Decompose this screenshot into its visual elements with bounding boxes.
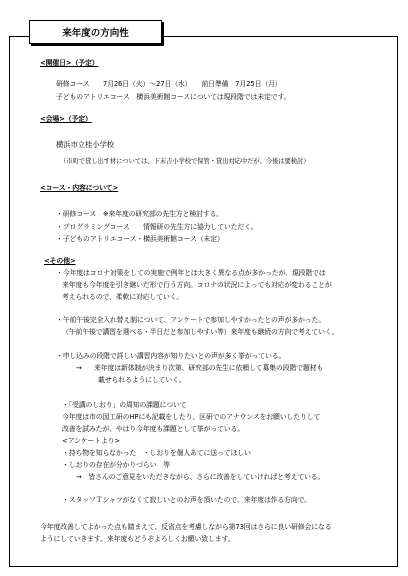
arrow-icon: → <box>76 364 82 372</box>
other-p5: ・スタッフＴシャツがなくて寂しいとのお声を頂いたので、来年度は作る方向で。 <box>62 496 311 504</box>
course-item: ・子どものアトリエコース・横浜美術館コース（未定） <box>56 235 224 243</box>
other-p1-line: 来年度も今年度を引き継いだ形で行う方向。コロナの状況によっても対応が変わることが <box>62 281 332 289</box>
other-p2-line: （午前午後で講習を選べる・半日だと参加しやすい等）来年度も継続の方向で考えていく。 <box>62 328 339 336</box>
other-p4-line: <アンケートより> <box>62 437 121 445</box>
other-p1-line: ・今年度はコロナ対策をしての実施で例年とは大きく異なる点が多かったが、現段階では <box>56 269 326 277</box>
other-p3-line: → 来年度は新体制が決まり次第、研究部の先生に依頼して募集の段階で題材も <box>76 364 324 372</box>
other-p3-line: 載せられるようにしていく。 <box>98 376 186 384</box>
courses-heading: <コース・内容について> <box>40 184 119 192</box>
closing-line: ようにしていきます。来年度もどうぞよろしくお願い致します。 <box>40 535 235 543</box>
venue-name: 横浜市立桂小学校 <box>56 140 114 149</box>
other-p4-line: 改善を試みたが、やはり今年度も課題として挙がっている。 <box>62 425 244 433</box>
other-p4-line: 今年度は市の図工研のHPにも記載をしたり、区研でのアナウンスをお願いしたりして <box>62 413 321 421</box>
other-heading: <その他> <box>44 257 76 265</box>
page-title: 来年度の方向性 <box>29 20 162 44</box>
schedule-line-1: 研修コース 7月26日（火）～27日（水） 前日準備 7月25日（月） <box>56 80 282 88</box>
schedule-line-2: 子どものアトリエコース 横浜美術館コースについては現段階では未定です。 <box>56 93 291 101</box>
closing-line: 今年度改善してよかった点も踏まえて、反省点を考慮しながら第73回はさらに良い研修会になる <box>40 523 332 531</box>
other-p4-line: ・持ち物を知らなかった ・しおりを個人あてに送ってほしい <box>62 449 251 457</box>
other-p4-line: ・「受講のしおり」の周知の課題について <box>62 401 187 409</box>
other-p4-arrow-line: → 皆さんのご意見をいただきながら、さらに改善をしていければと考えている。 <box>76 473 325 481</box>
course-item: ・研修コース ※来年度の研究部の先生方と検討する。 <box>56 210 224 218</box>
other-p4-line: ・しおりの存在が分かりづらい 等 <box>62 461 170 469</box>
venue-note: （市町で貸し出す材については、下末吉小学校で保管・貸出対応中だが、今後は要検討） <box>60 157 310 165</box>
other-p3-line: ・申し込みの段階で詳しい講習内容が知りたいとの声が多く挙がっている。 <box>56 352 286 360</box>
other-p1-line: 考えられるので、柔軟に対応していく。 <box>62 293 184 301</box>
venue-heading: <会場>（予定） <box>40 115 92 123</box>
schedule-heading: <開催日>（予定） <box>40 59 99 67</box>
course-item: ・プログラミングコース 情報研の先生方に協力していただく。 <box>56 223 258 231</box>
other-p2-line: ・午前午後完全入れ替え制について、アンケートで参加しやすかったとの声が多かった。 <box>56 316 325 324</box>
